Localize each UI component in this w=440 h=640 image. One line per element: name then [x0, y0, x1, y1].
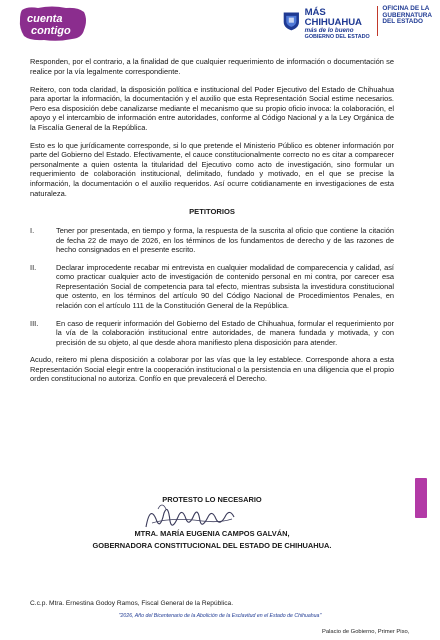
petitorio-number: III.: [30, 318, 39, 328]
petitorios-heading: PETITORIOS: [189, 206, 235, 216]
svg-text:cuenta: cuenta: [27, 13, 63, 25]
petitorio-text: En caso de requerir información del Gobierno del Estado de Chihuahua, formular el requerimiento por la vía de la colaboración institucional entre autoridades, de manera fundada y motivada, y con precisión de su objeto, al que desde ahora manifiesto plena disposición para atender.: [56, 318, 394, 347]
gov-line-3: GOBIERNO DEL ESTADO: [304, 34, 370, 41]
petitorio-item: [30, 226, 394, 255]
petitorio-item: [30, 319, 394, 348]
gobierno-chihuahua-logo: [282, 6, 432, 40]
petitorio-text: Declarar improcedente recabar mi entrevista en cualquier modalidad de comparecencia y calidad, así como practicar cualquier acto de investigación de contenido personal en mi contra, por carecer esa Representación Social de competencia para tal efecto, mientras subsista la investidura constitucional que ostento, en los términos del artículo 90 del Código Nacional de Procedimientos Penales, en relación con el artículo 111 de la Constitución General de la República.: [56, 262, 394, 310]
office-line-2: GUBERNATURA: [382, 11, 432, 19]
ccp-line: C.c.p. Mtra. Ernestina Godoy Ramos, Fiscal General de la República.: [30, 600, 234, 607]
paragraph-4: Acudo, reitero mi plena disposición a colaborar por las vías que la ley establece. Corresponde ahora a esta Representación Social elegir entre la cooperación institucional o la persistencia en una diligencia que el propio orden constitucional no autoriza. Confío en que prevalecerá el Derecho.: [30, 355, 394, 384]
address-line: Palacio de Gobierno, Primer Piso,: [322, 629, 410, 635]
paragraph-3: Esto es lo que jurídicamente corresponde, si lo que pretende el Ministerio Público es obtener información por parte del Gobierno del Estado. Efectivamente, el cauce constitucionalmente correcto no es citar a comparecer personalmente a quien ostenta la titularidad del Ejecutivo como acto de investigación, sino formular un requerimiento de colaboración institucional, delimitado, fundado y motivado, en el que se precise la información, la documentación o el auxilio requeridos. Así ocurre cotidianamente en investigaciones de esta naturaleza.: [30, 140, 394, 198]
signer-title: GOBERNADORA CONSTITUCIONAL DEL ESTADO DE CHIHUAHUA.: [92, 540, 332, 550]
gov-line-2: más de lo bueno: [304, 27, 354, 35]
petitorio-item: [30, 263, 394, 311]
margin-tab-decoration: [415, 478, 427, 518]
paragraph-1: Responden, por el contrario, a la finalidad de que cualquier requerimiento de información o documentación se realice por la vía legalmente correspondiente.: [30, 57, 394, 76]
petitorio-number: I.: [30, 226, 35, 236]
year-motto: "2026, Año del Bicentenario de la Abolición de la Esclavitud en el Estado de Chihuahua": [118, 613, 322, 619]
shield-icon: [282, 9, 301, 33]
paragraph-2: Reitero, con toda claridad, la disposición política e institucional del Poder Ejecutivo del Estado de Chihuahua para aportar la información, la documentación y el auxilio que esta Representación Social estime necesarios. Pero esa disposición debe canalizarse mediante el mecanismo que su propio oficio invoca: la colaboración, el apoyo y el intercambio de información entre autoridades, conforme al Código Nacional y a la Ley Orgánica de la Fiscalía General de la República.: [30, 84, 394, 132]
handwritten-signature: [142, 497, 238, 537]
closing-formula: PROTESTO LO NECESARIO: [162, 495, 262, 504]
petitorio-number: II.: [30, 262, 37, 272]
signer-name: MTRA. MARÍA EUGENIA CAMPOS GALVÁN,: [134, 529, 290, 539]
office-line-1: OFICINA DE LA: [382, 5, 430, 12]
gov-line-1: MÁS CHIHUAHUA: [304, 7, 362, 28]
header-divider: [377, 6, 378, 36]
document-body: [30, 57, 394, 392]
petitorio-text: Tener por presentada, en tiempo y forma, la respuesta de la suscrita al oficio que contiene la citación de fecha 22 de mayo de 2026, en los términos de los fundamentos de derecho y de las razones de hecho consignados en el presente escrito.: [56, 226, 394, 255]
office-line-3: DEL ESTADO: [382, 18, 424, 26]
svg-text:contigo: contigo: [31, 25, 71, 37]
cuenta-contigo-logo: [18, 4, 88, 44]
